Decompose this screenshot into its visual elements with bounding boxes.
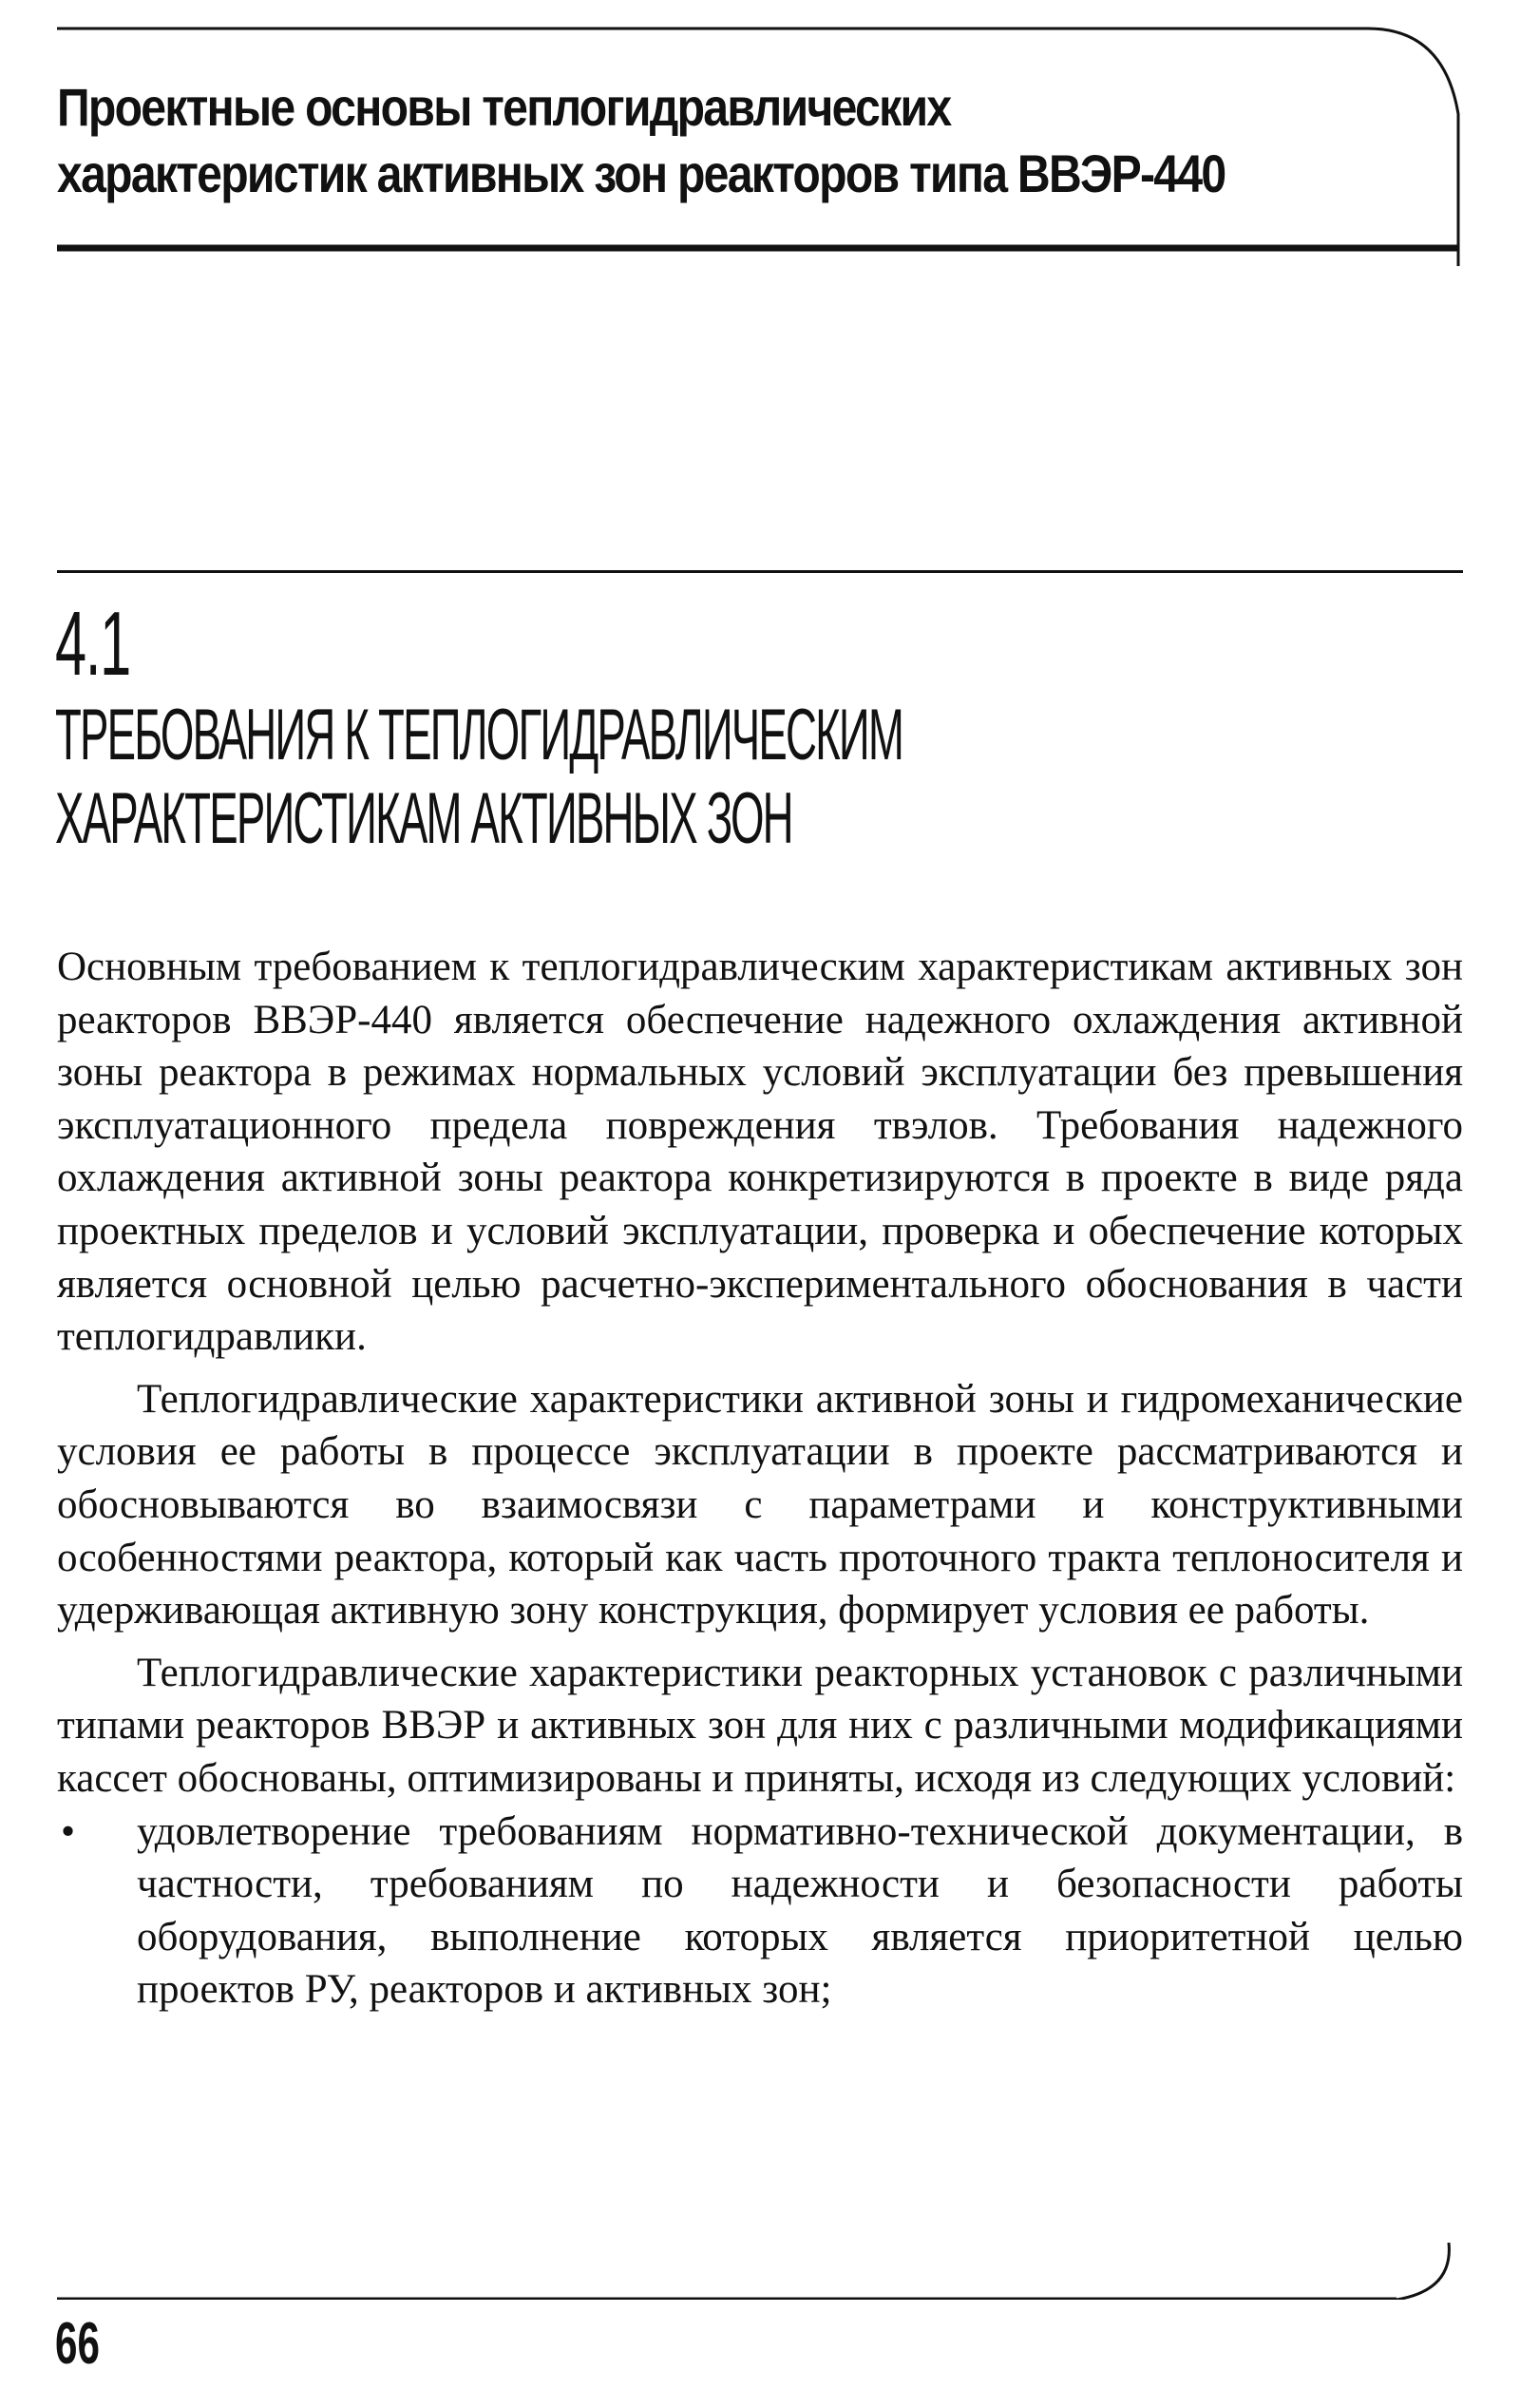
body-text [57,941,1463,2016]
chapter-title-line-1: Проектные основы теплогидравлических [57,77,951,137]
page-number: 66 [55,2311,100,2377]
footer-frame [0,2186,1520,2300]
paragraph-1: Основным требованием к теплогидравлическим характеристикам активных зон реакторов ВВЭР-440 является обеспечение надежного охлаждения активной зоны реактора в режимах нормальных условий эксплуатации без превышения эксплуатационного предела повреждения твэлов. Требования надежного охлаждения активной зоны реактора конкретизируются в проекте в виде ряда проектных пределов и условий эксплуатации, проверка и обеспечение которых является основной целью расчетно-экспериментального обоснования в части теплогидравлики. [57,945,1463,1360]
list-item [57,1806,1463,2016]
chapter-title-line-2: характеристик активных зон реакторов типа ВВЭР-440 [57,143,1226,203]
paragraph-3: Теплогидравлические характеристики реакторных установок с различными типами реакторов ВВЭР и активных зон для них с различными модификациями кассет обоснованы, оптимизированы и приняты, исходя из следующих условий: [57,1650,1463,1801]
bullet-icon: • [61,1808,76,1854]
section-title-line-1: ТРЕБОВАНИЯ К ТЕПЛОГИДРАВЛИЧЕСКИМ [55,695,903,775]
section-number: 4.1 [55,593,131,695]
chapter-running-title [57,74,1250,207]
section-divider [57,570,1463,573]
list-item-text: удовлетворение требованиям нормативно-технической документации, в частности, требованиям по надежности и безопасности работы оборудования, выполнение которых является приоритетной целью проектов РУ, реакторов и активных зон; [137,1808,1463,2013]
section-title [55,694,902,861]
section-title-line-2: ХАРАКТЕРИСТИКАМ АКТИВНЫХ ЗОН [55,778,792,859]
paragraph-2: Теплогидравлические характеристики активной зоны и гидромеханические условия ее работы в процессе эксплуатации в проекте рассматриваются и обосновываются во взаимосвязи с параметрами и конструктивными особенностями реактора, который как часть проточного тракта теплоносителя и удерживающая активную зону конструкция, формирует условия ее работы. [57,1376,1463,1634]
